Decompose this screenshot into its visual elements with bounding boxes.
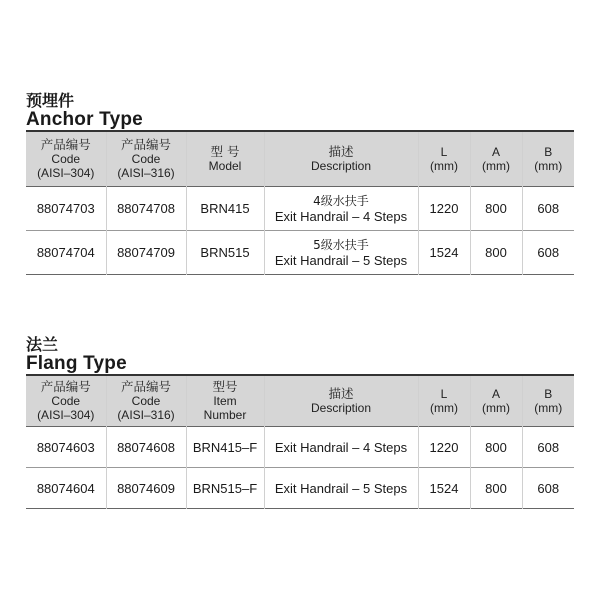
cell-a: 800	[470, 187, 522, 231]
cell-b: 608	[522, 427, 574, 468]
cell-code-304: 88074603	[26, 427, 106, 468]
flang-title-en: Flang Type	[26, 353, 127, 374]
cell-a: 800	[470, 468, 522, 509]
flang-type-section	[26, 336, 574, 509]
cell-l: 1524	[418, 231, 470, 275]
cell-code-304: 88074604	[26, 468, 106, 509]
table-header-row	[26, 375, 574, 427]
cell-item-number: BRN415–F	[186, 427, 264, 468]
header-code-316: 产品编号 Code (AISI–316)	[106, 131, 186, 187]
header-model: 型 号 Model	[186, 131, 264, 187]
flang-title-cn: 法兰	[26, 335, 59, 354]
cell-model: BRN515	[186, 231, 264, 275]
cell-description: Exit Handrail – 4 Steps	[264, 427, 418, 468]
table-row	[26, 231, 574, 275]
flang-spec-table	[26, 374, 574, 509]
anchor-title-en: Anchor Type	[26, 109, 143, 130]
anchor-spec-table	[26, 130, 574, 275]
cell-b: 608	[522, 468, 574, 509]
cell-a: 800	[470, 427, 522, 468]
cell-code-316: 88074709	[106, 231, 186, 275]
cell-item-number: BRN515–F	[186, 468, 264, 509]
cell-a: 800	[470, 231, 522, 275]
cell-description: Exit Handrail – 5 Steps	[264, 468, 418, 509]
cell-code-316: 88074608	[106, 427, 186, 468]
anchor-type-section	[26, 92, 574, 275]
header-a: A (mm)	[470, 131, 522, 187]
table-header-row	[26, 131, 574, 187]
cell-code-304: 88074703	[26, 187, 106, 231]
header-b: B (mm)	[522, 375, 574, 427]
table-row	[26, 427, 574, 468]
header-code-304: 产品编号 Code (AISI–304)	[26, 375, 106, 427]
table-row	[26, 187, 574, 231]
cell-l: 1220	[418, 427, 470, 468]
cell-b: 608	[522, 187, 574, 231]
header-description: 描述 Description	[264, 131, 418, 187]
cell-description: 4级水扶手 Exit Handrail – 4 Steps	[264, 187, 418, 231]
cell-description: 5级水扶手 Exit Handrail – 5 Steps	[264, 231, 418, 275]
cell-model: BRN415	[186, 187, 264, 231]
cell-code-316: 88074609	[106, 468, 186, 509]
cell-code-316: 88074708	[106, 187, 186, 231]
header-code-304: 产品编号 Code (AISI–304)	[26, 131, 106, 187]
header-code-316: 产品编号 Code (AISI–316)	[106, 375, 186, 427]
header-a: A (mm)	[470, 375, 522, 427]
header-b: B (mm)	[522, 131, 574, 187]
cell-code-304: 88074704	[26, 231, 106, 275]
header-item-number: 型号 Item Number	[186, 375, 264, 427]
anchor-title-cn: 预埋件	[26, 91, 75, 110]
header-l: L (mm)	[418, 375, 470, 427]
table-row	[26, 468, 574, 509]
cell-b: 608	[522, 231, 574, 275]
header-description: 描述 Description	[264, 375, 418, 427]
cell-l: 1220	[418, 187, 470, 231]
header-l: L (mm)	[418, 131, 470, 187]
cell-l: 1524	[418, 468, 470, 509]
